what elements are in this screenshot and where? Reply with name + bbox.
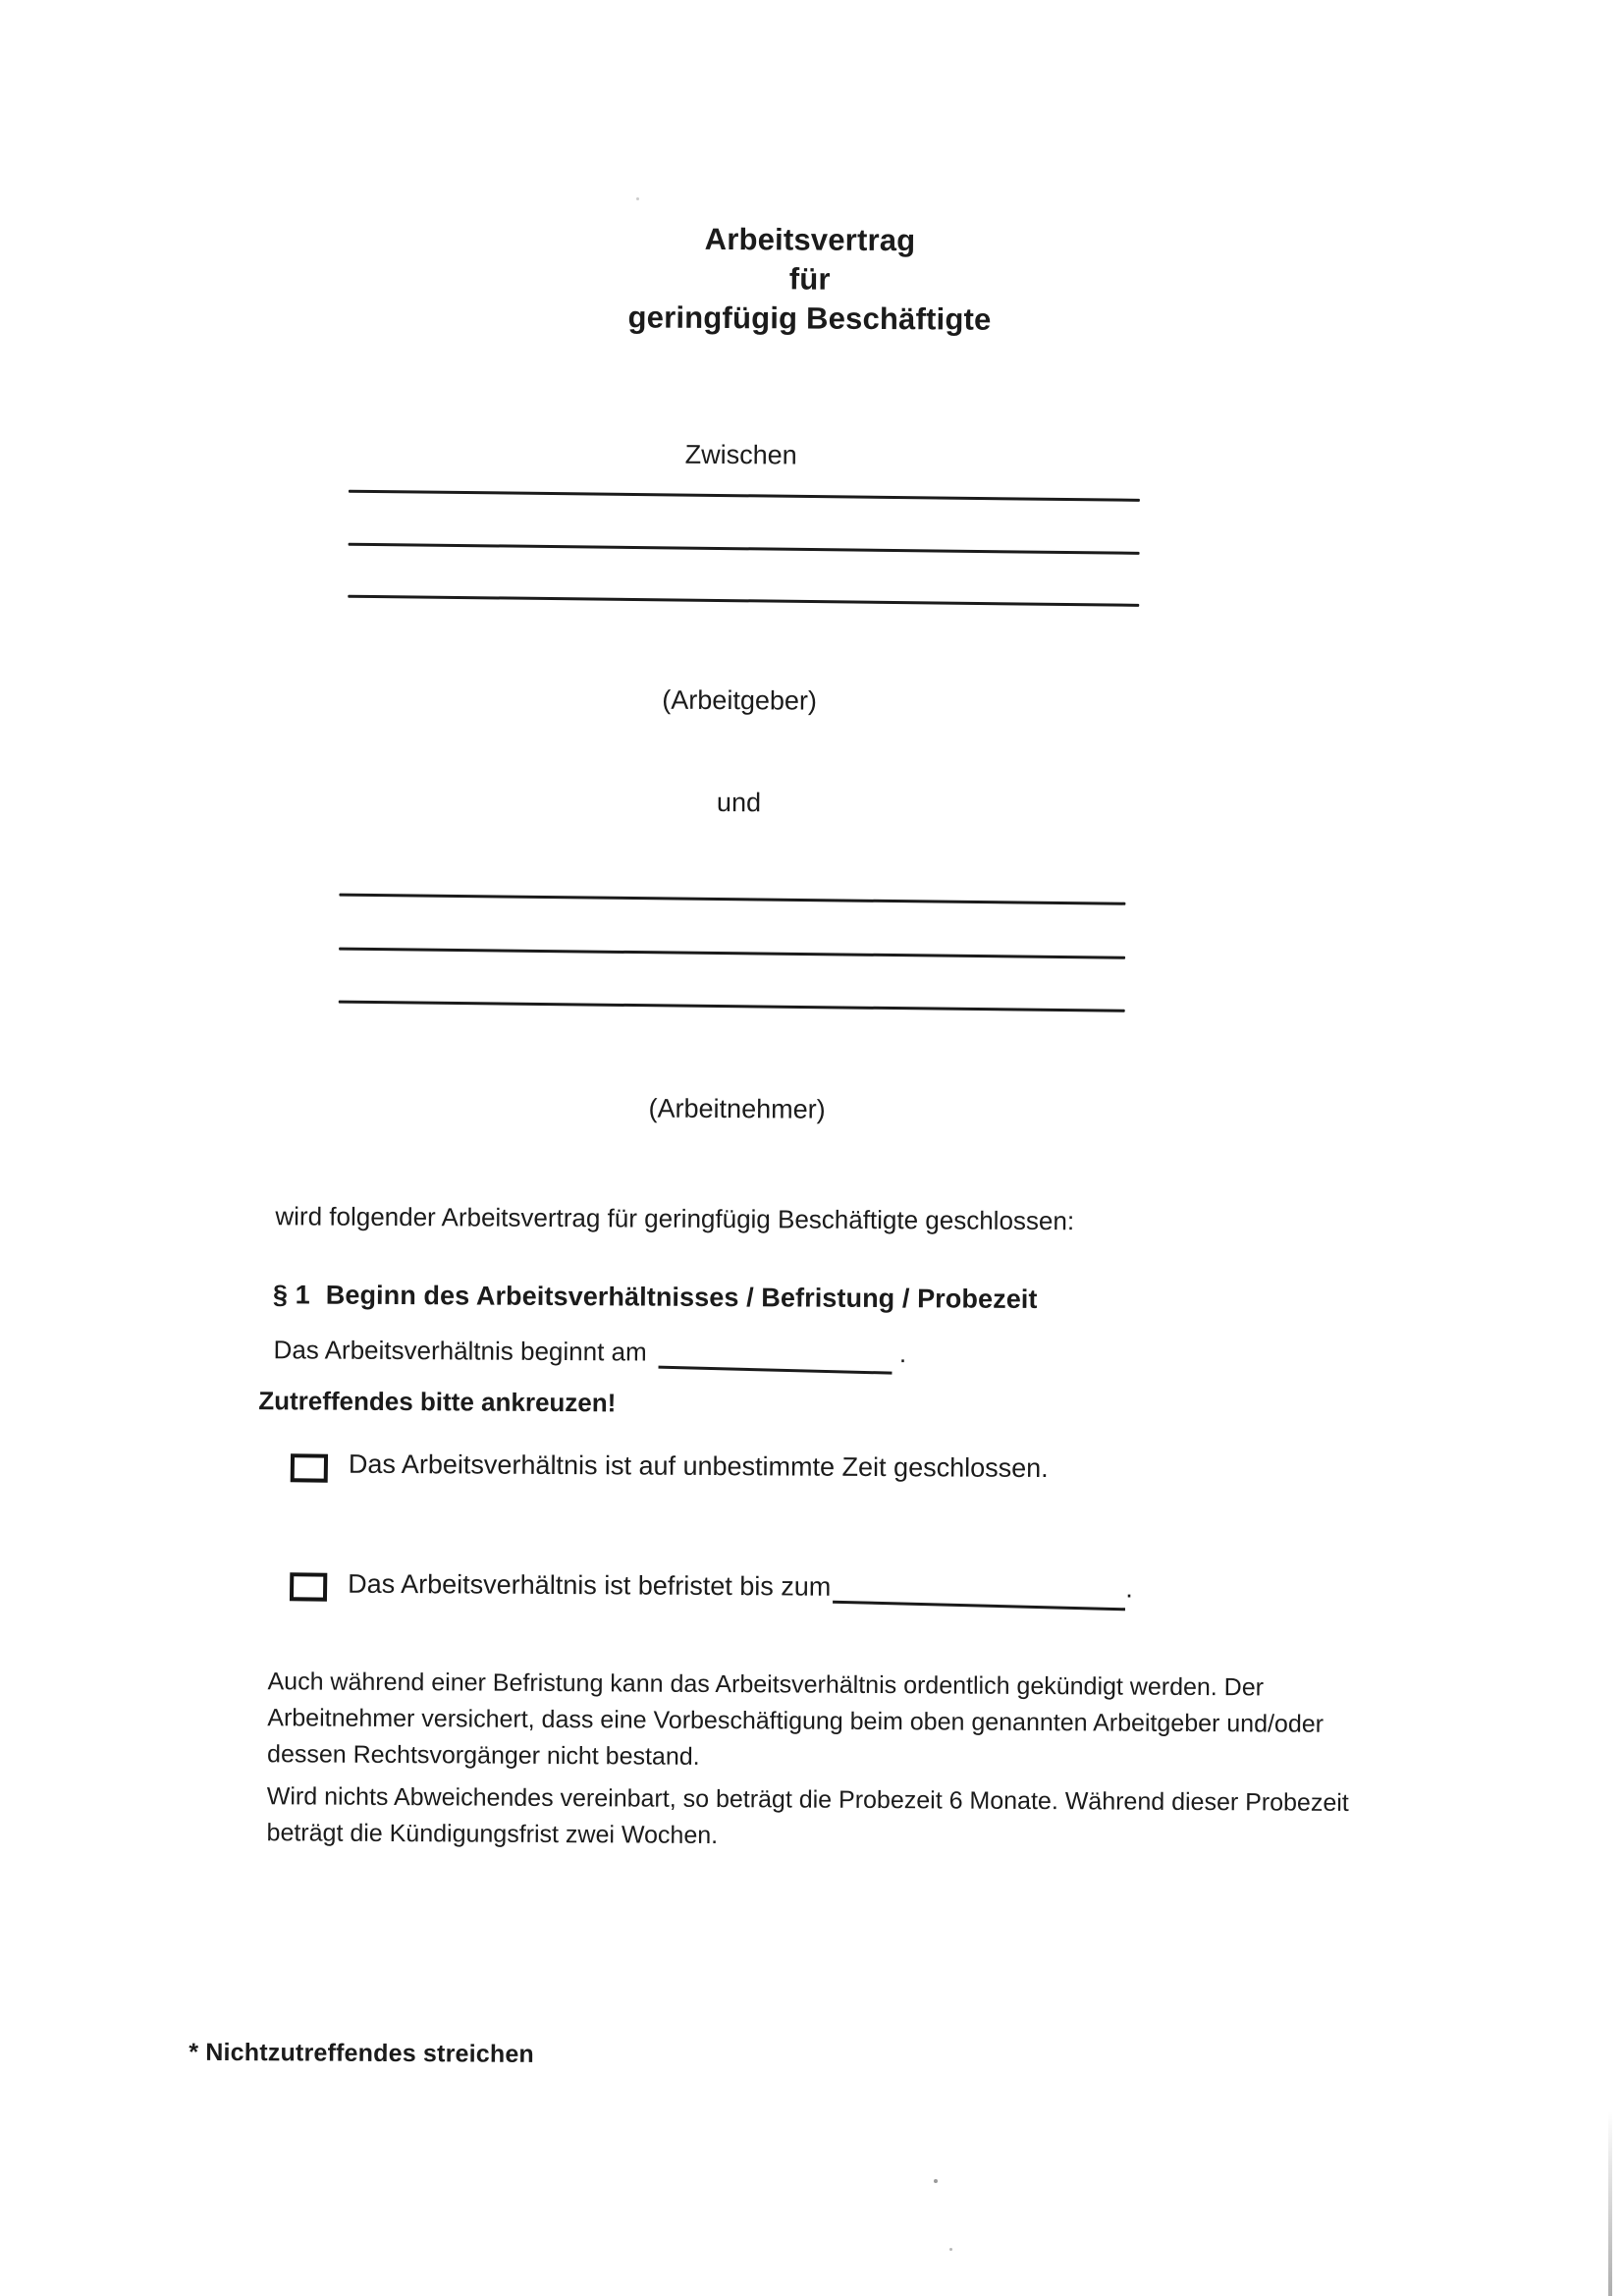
begin-date-suffix: . bbox=[898, 1339, 907, 1369]
scan-speck bbox=[636, 197, 639, 200]
probezeit-note bbox=[266, 1778, 1348, 1858]
unbestimmte-zeit-label: Das Arbeitsverhältnis ist auf unbestimmte Zeit geschlossen. bbox=[348, 1449, 1049, 1484]
befristung-note bbox=[267, 1664, 1324, 1779]
end-date-blank-field[interactable] bbox=[833, 1601, 1125, 1612]
intro-sentence: wird folgender Arbeitsvertrag für geringfügig Beschäftigte geschlossen: bbox=[275, 1201, 1075, 1236]
scanner-streak-artifact bbox=[1608, 2111, 1612, 2296]
employer-blank-line-2[interactable] bbox=[349, 543, 1140, 555]
title-line-2: für bbox=[788, 261, 831, 297]
title-line-3: geringfügig Beschäftigte bbox=[627, 300, 992, 337]
employer-blank-line-1[interactable] bbox=[349, 490, 1140, 502]
befristet-label-text: Das Arbeitsverhältnis ist befristet bis zum bbox=[348, 1568, 832, 1602]
employee-blank-line-3[interactable] bbox=[339, 1001, 1125, 1012]
check-instruction: Zutreffendes bitte ankreuzen! bbox=[258, 1386, 617, 1418]
probezeit-note-line-1: Wird nichts Abweichendes vereinbart, so beträgt die Probezeit 6 Monate. Während dieser Probezeit bbox=[266, 1782, 1349, 1817]
begin-date-sentence bbox=[274, 1335, 907, 1370]
befristet-checkbox[interactable] bbox=[290, 1572, 327, 1601]
section-1-heading bbox=[273, 1280, 1038, 1315]
befristung-note-line-3: dessen Rechtsvorgänger nicht bestand. bbox=[267, 1740, 700, 1771]
footnote: * Nichtzutreffendes streichen bbox=[189, 2038, 535, 2068]
employer-blank-line-3[interactable] bbox=[348, 595, 1139, 607]
document-title bbox=[0, 216, 1622, 344]
section-1-number: § 1 bbox=[272, 1280, 310, 1310]
title-line-1: Arbeitsvertrag bbox=[704, 221, 916, 258]
befristet-label bbox=[348, 1569, 1133, 1606]
scan-speck bbox=[934, 2179, 938, 2183]
employer-caption: (Arbeitgeber) bbox=[662, 684, 818, 716]
scan-speck bbox=[949, 2248, 952, 2251]
unbestimmte-zeit-checkbox[interactable] bbox=[291, 1453, 328, 1482]
employee-caption: (Arbeitnehmer) bbox=[648, 1093, 826, 1124]
befristet-suffix: . bbox=[1125, 1573, 1133, 1604]
and-label: und bbox=[716, 787, 762, 818]
between-label: Zwischen bbox=[684, 439, 797, 470]
befristung-note-line-2: Arbeitnehmer versichert, dass eine Vorbeschäftigung beim oben genannten Arbeitgeber und/oder bbox=[267, 1704, 1325, 1738]
employee-blank-line-2[interactable] bbox=[339, 948, 1125, 959]
section-1-heading-text: Beginn des Arbeitsverhältnisses / Befristung / Probezeit bbox=[325, 1280, 1038, 1314]
befristung-note-line-1: Auch während einer Befristung kann das Arbeitsverhältnis ordentlich gekündigt werden. Der bbox=[267, 1667, 1265, 1702]
employee-blank-line-1[interactable] bbox=[339, 894, 1125, 905]
begin-date-prefix: Das Arbeitsverhältnis beginnt am bbox=[273, 1335, 647, 1367]
probezeit-note-line-2: beträgt die Kündigungsfrist zwei Wochen. bbox=[266, 1819, 719, 1850]
begin-date-blank-field[interactable] bbox=[659, 1366, 893, 1375]
